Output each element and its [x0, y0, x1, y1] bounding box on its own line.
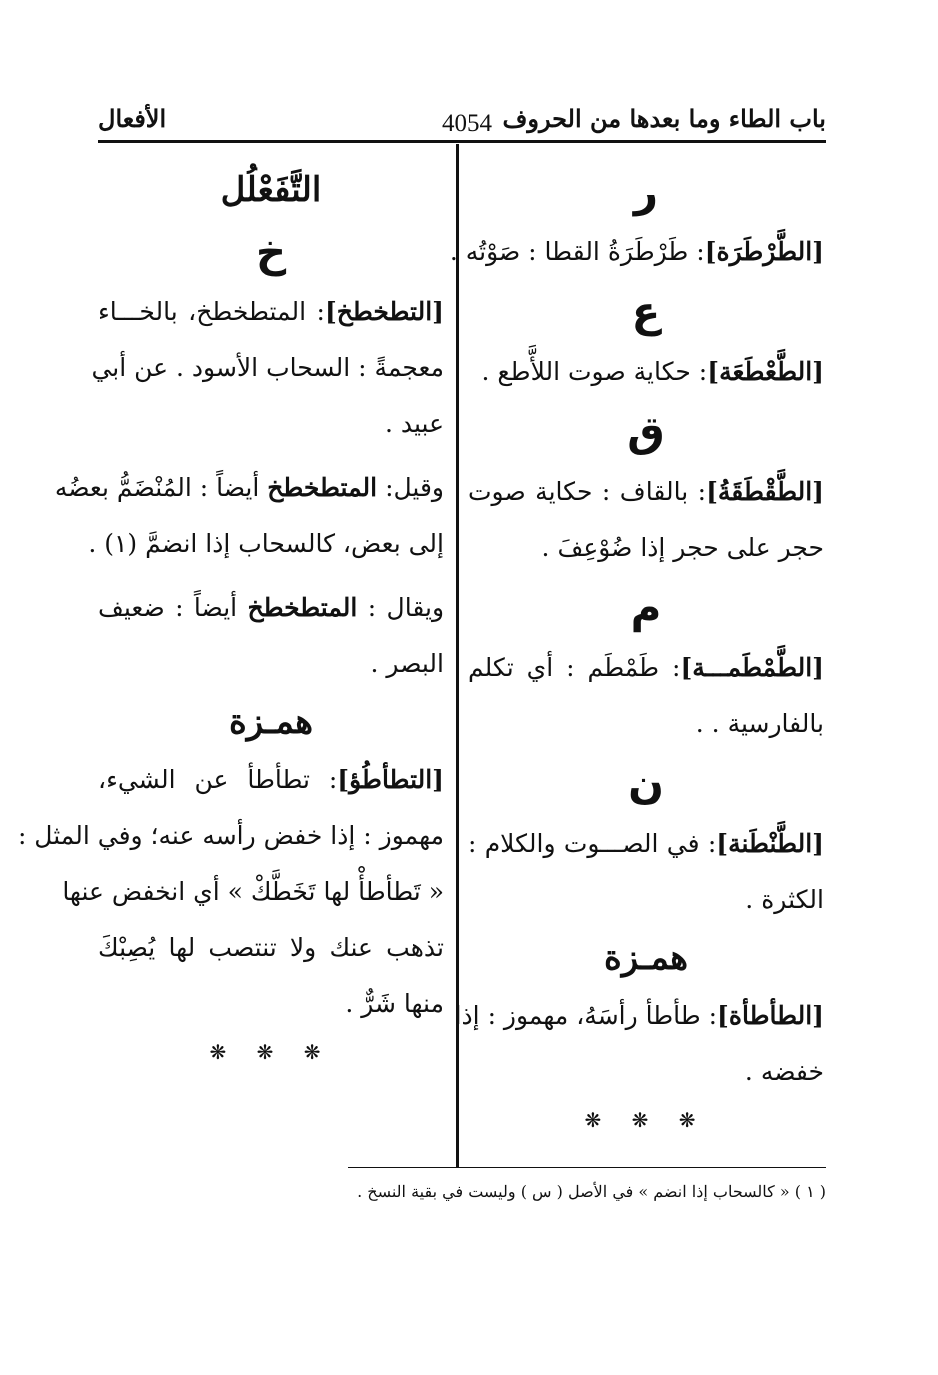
entry-taata: [468, 344, 824, 400]
entry-taqtaqa: [468, 464, 824, 520]
letter-heading-qaf: ق: [627, 407, 665, 456]
definition: : طَرْطَرَةُ القطا : صَوْتُه .: [449, 237, 705, 266]
entry-tantana: [468, 816, 824, 872]
entry-tatakhtukh: [98, 284, 444, 340]
definition: : المتطخطخ، بالخـــاء: [98, 297, 325, 326]
entry-line: منها شَرٌّ .: [345, 989, 444, 1018]
definition: : بالقاف : حكاية صوت: [468, 477, 707, 506]
lead-word: وقيل:: [385, 473, 444, 502]
headword: المتطخطخ: [267, 473, 378, 502]
chapter-title: باب الطاء وما بعدها من الحروف: [502, 104, 826, 133]
entry-line: تذهب عنك ولا تنتصب لها يُصِبْكَ: [98, 933, 444, 962]
definition: : حكاية صوت اللأَّطع .: [481, 357, 708, 386]
headword: [الطَّنْطَنة]: [716, 829, 824, 858]
right-column: [449, 160, 824, 1140]
entry-line: إلى بعض، كالسحاب إذا انضمَّ (١) .: [88, 529, 444, 558]
headword: [التطأطُؤ]: [337, 765, 444, 794]
definition: : تطأطأ عن الشيء،: [98, 765, 338, 794]
letter-heading-nun: ن: [628, 759, 664, 808]
definition: أيضاً : المُنْضَمُّ بعضُه: [54, 473, 260, 502]
entry-tataatu: [98, 752, 444, 808]
hamza-heading: همـزة: [603, 938, 689, 978]
entry-tamtama: [468, 640, 824, 696]
entry-line: « تَطأطأْ لها تَخَطَّكْ » أي انخفض عنها: [62, 877, 444, 906]
headword: [الطأطأة]: [717, 1001, 824, 1030]
entry-line: حجر على حجر إذا ضُوْعِفَ .: [541, 533, 824, 562]
entry-line: خفضه .: [744, 1057, 824, 1086]
letter-heading-ain: ع: [631, 287, 661, 336]
left-column: [17, 160, 445, 1072]
entry-yuqal: [98, 580, 444, 636]
headword: [الطَّقْطَقَةُ]: [706, 477, 824, 506]
headword: [الطَّعْطَعَة]: [707, 357, 824, 386]
entry-line: البصر .: [370, 649, 444, 678]
headword: المتطخطخ: [247, 593, 358, 622]
section-end-stars: ❋ ❋ ❋: [209, 1040, 333, 1064]
definition: : في الصـــوت والكلام :: [468, 829, 717, 858]
letter-heading-ra: ر: [633, 167, 659, 216]
entry-line: معجمةً : السحاب الأسود . عن أبي: [91, 353, 444, 382]
header-rule: [98, 140, 826, 143]
letter-heading-mim: م: [630, 583, 662, 632]
definition: : طَمْطَم : أي تكلم: [468, 653, 681, 682]
form-title: التَّفَعْلُل: [220, 170, 322, 210]
page-number: 4054: [442, 110, 492, 137]
section-end-stars: ❋ ❋ ❋: [584, 1108, 708, 1132]
lead-word: ويقال :: [367, 593, 445, 622]
entry-line: عبيد .: [384, 409, 444, 438]
entry-line: مهموز : إذا خفض رأسه عنه؛ وفي المثل :: [17, 821, 444, 850]
entry-line: الكثرة .: [745, 885, 824, 914]
definition: : طأطأ رأسَهُ، مهموز : إذا: [454, 1001, 718, 1030]
headword: [الطَّرْطَرَة]: [704, 237, 824, 266]
headword: [الطَّمْطَمـــة]: [680, 653, 824, 682]
footnote-rule: [348, 1167, 826, 1168]
section-title: الأفعال: [98, 104, 167, 133]
entry-qila: [54, 460, 444, 516]
entry-line: بالفارسية . .: [695, 709, 824, 738]
entry-tartara: [449, 224, 824, 280]
headword: [التطخطخ]: [324, 297, 444, 326]
footnote: ( ١ ) « كالسحاب إذا انضم » في الأصل ( س ) وليست في بقية النسخ .: [357, 1182, 826, 1201]
letter-heading-kha: خ: [255, 227, 287, 276]
hamza-heading: همـزة: [228, 702, 314, 742]
entry-taataa: [454, 988, 824, 1044]
definition: أيضاً : ضعيف: [98, 593, 238, 622]
